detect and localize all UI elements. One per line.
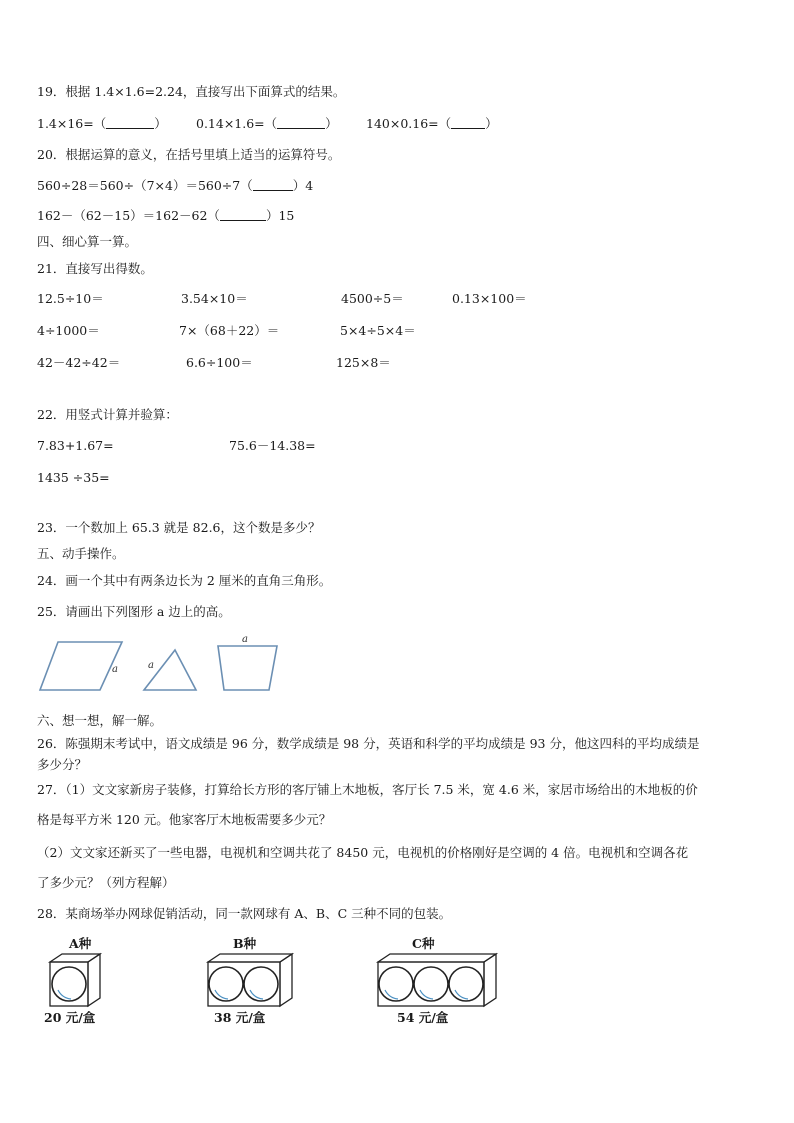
tennis-ball-icon (209, 967, 243, 1001)
parallelogram-figure (40, 642, 122, 690)
box-c-illustration (378, 954, 496, 1006)
q21-problem: 4÷1000＝ (37, 323, 100, 338)
q27-part1-line-2: 格是每平方米 120 元。他家客厅木地板需要多少元？ (37, 812, 332, 827)
triangle-figure (144, 650, 196, 690)
q21-problem: 6.6÷100＝ (186, 355, 253, 370)
trapezoid-figure (218, 634, 277, 690)
q21-problem: 3.54×10＝ (181, 291, 248, 306)
q28-stem: 28．某商场举办网球促销活动，同一款网球有 A、B、C 三种不同的包装。 (37, 906, 452, 921)
q21-problem: 5×4÷5×4＝ (340, 323, 416, 338)
q22-problem-3: 1435 ÷35= (37, 470, 110, 485)
section-4-heading: 四、细心算一算。 (37, 234, 138, 249)
q28-boxes-figure (40, 952, 510, 1012)
tennis-ball-icon (379, 967, 413, 1001)
q26-line-2: 多少分？ (37, 757, 88, 772)
answer-blank[interactable] (106, 117, 154, 129)
box-b-title: B种 (233, 936, 257, 951)
side-label-a: a (148, 660, 154, 671)
q26-line-1: 26．陈强期末考试中，语文成绩是 96 分，数学成绩是 98 分，英语和科学的平均成绩是 93 分，他这四科的平均成绩是 (37, 736, 700, 751)
box-c-title: C种 (412, 936, 435, 951)
tennis-ball-icon (414, 967, 448, 1001)
q25-figures (36, 632, 296, 696)
q22-problem-1: 7.83+1.67= (37, 438, 114, 453)
q27-part2-line-1: （2）文文家还新买了一些电器，电视机和空调共花了 8450 元，电视机的价格刚好是空调的 4 倍。电视机和空调各花 (37, 845, 689, 860)
q19-expr-3: 140×0.16=（ (366, 116, 452, 131)
tennis-ball-icon (449, 967, 483, 1001)
q19-expr-1: 1.4×16=（ (37, 116, 107, 131)
q22-stem: 22．用竖式计算并验算： (37, 407, 178, 422)
section-6-heading: 六、想一想，解一解。 (37, 713, 163, 728)
q19-item-1: 1.4×16=（ ） (37, 116, 167, 131)
box-c-price: 54 元/盒 (397, 1010, 449, 1025)
q19-item-2: 0.14×1.6=（ ） (196, 116, 338, 131)
q25-stem: 25．请画出下列图形 a 边上的高。 (37, 604, 231, 619)
q19-stem: 19．根据 1.4×1.6=2.24，直接写出下面算式的结果。 (37, 84, 346, 99)
tennis-ball-icon (52, 967, 86, 1001)
q22-problem-2: 75.6－14.38= (229, 438, 316, 453)
q21-problem: 42－42÷42＝ (37, 355, 121, 370)
q19-expr-2: 0.14×1.6=（ (196, 116, 278, 131)
q20-stem: 20．根据运算的意义，在括号里填上适当的运算符号。 (37, 147, 341, 162)
tennis-ball-icon (244, 967, 278, 1001)
box-a-illustration (50, 954, 100, 1006)
q21-problem: 7×（68＋22）＝ (179, 323, 280, 338)
q27-part2-line-2: 了多少元？（列方程解） (37, 875, 175, 890)
q23-stem: 23．一个数加上 65.3 就是 82.6，这个数是多少？ (37, 520, 321, 535)
answer-blank[interactable] (253, 179, 293, 191)
q19-item-3: 140×0.16=（ ） (366, 116, 498, 131)
box-b-price: 38 元/盒 (214, 1010, 266, 1025)
box-a-price: 20 元/盒 (44, 1010, 96, 1025)
box-b-illustration (208, 954, 292, 1006)
answer-blank[interactable] (220, 209, 266, 221)
side-label-a: a (242, 634, 248, 645)
q20-line-2: 162－（62－15）＝162－62（ ）15 (37, 208, 295, 223)
q21-problem: 4500÷5＝ (341, 291, 404, 306)
answer-blank[interactable] (451, 117, 485, 129)
q24-stem: 24．画一个其中有两条边长为 2 厘米的直角三角形。 (37, 573, 332, 588)
q21-problem: 12.5÷10＝ (37, 291, 104, 306)
q27-part1-line-1: 27．（1）文文家新房子装修，打算给长方形的客厅铺上木地板，客厅长 7.5 米，宽 4.6 米，家居市场给出的木地板的价 (37, 782, 698, 797)
answer-blank[interactable] (277, 117, 325, 129)
q20-line-1: 560÷28＝560÷（7×4）＝560÷7（ ）4 (37, 178, 314, 193)
box-a-title: A种 (69, 936, 92, 951)
q21-problem: 0.13×100＝ (452, 291, 527, 306)
q21-problem: 125×8＝ (336, 355, 391, 370)
q21-stem: 21．直接写出得数。 (37, 261, 153, 276)
section-5-heading: 五、动手操作。 (37, 546, 125, 561)
side-label-a: a (112, 664, 118, 675)
